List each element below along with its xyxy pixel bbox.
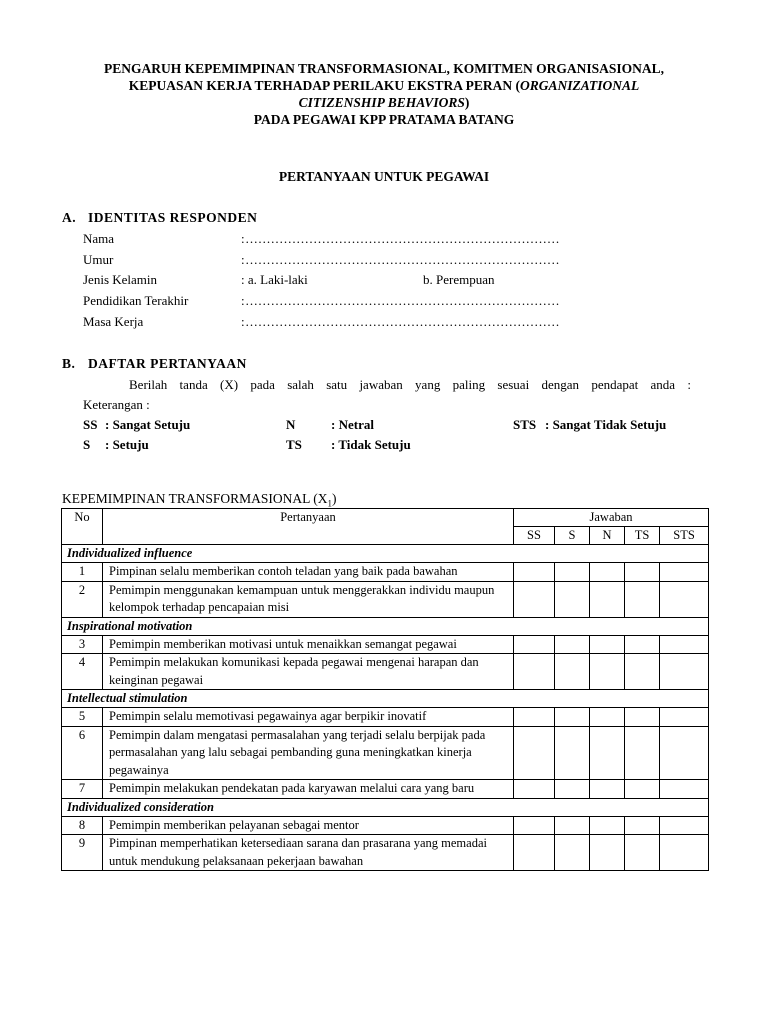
answer-cell-ss[interactable] [514, 780, 555, 799]
header-question: Pertanyaan [103, 509, 514, 545]
field-blank[interactable]: :.......................................................................... [241, 252, 561, 267]
field-blank[interactable]: :.......................................................................... [241, 293, 561, 308]
answer-cell-n[interactable] [590, 563, 625, 582]
section-b-title: DAFTAR PERTANYAAN [88, 356, 247, 371]
row-question: Pemimpin menggunakan kemampuan untuk menggerakkan individu maupun kelompok terhadap pencapaian misi [103, 581, 514, 617]
answer-cell-ts[interactable] [625, 563, 660, 582]
answer-cell-ss[interactable] [514, 726, 555, 780]
answer-cell-ts[interactable] [625, 635, 660, 654]
table-title [62, 491, 337, 509]
row-number: 9 [62, 835, 103, 871]
header-no: No [62, 509, 103, 545]
header-ts: TS [625, 527, 660, 545]
header-answer: Jawaban [514, 509, 709, 527]
group-row: Intellectual stimulation [62, 690, 709, 708]
field-label: Pendidikan Terakhir [83, 293, 189, 308]
answer-cell-s[interactable] [555, 835, 590, 871]
table-row [62, 708, 709, 727]
title-line-3 [40, 94, 728, 111]
row-number: 3 [62, 635, 103, 654]
row-question: Pemimpin selalu memotivasi pegawainya agar berpikir inovatif [103, 708, 514, 727]
row-number: 6 [62, 726, 103, 780]
answer-cell-n[interactable] [590, 726, 625, 780]
answer-cell-sts[interactable] [660, 835, 709, 871]
table-row [62, 780, 709, 799]
row-question: Pemimpin melakukan pendekatan pada karyawan melalui cara yang baru [103, 780, 514, 799]
gender-option-perempuan[interactable]: b. Perempuan [423, 272, 495, 287]
answer-cell-n[interactable] [590, 654, 625, 690]
answer-cell-ts[interactable] [625, 708, 660, 727]
answer-cell-ts[interactable] [625, 581, 660, 617]
section-a-number: A. [62, 210, 77, 225]
answer-cell-ss[interactable] [514, 816, 555, 835]
answer-cell-s[interactable] [555, 816, 590, 835]
row-number: 1 [62, 563, 103, 582]
group-row: Inspirational motivation [62, 617, 709, 635]
answer-cell-ss[interactable] [514, 835, 555, 871]
title-line-3-italic: CITIZENSHIP BEHAVIORS [298, 95, 465, 110]
answer-cell-sts[interactable] [660, 726, 709, 780]
row-number: 8 [62, 816, 103, 835]
field-label: Umur [83, 252, 114, 267]
answer-cell-ss[interactable] [514, 708, 555, 727]
section-b-number: B. [62, 356, 76, 371]
row-question: Pimpinan memperhatikan ketersediaan sarana dan prasarana yang memadai untuk mendukung pelaksanaan pekerjaan bawahan [103, 835, 514, 871]
field-label: Nama [83, 231, 115, 246]
answer-cell-s[interactable] [555, 726, 590, 780]
answer-cell-n[interactable] [590, 780, 625, 799]
table-row [62, 635, 709, 654]
title-line-4: PADA PEGAWAI KPP PRATAMA BATANG [253, 112, 515, 127]
answer-cell-ts[interactable] [625, 835, 660, 871]
row-number: 5 [62, 708, 103, 727]
answer-cell-n[interactable] [590, 581, 625, 617]
header-s: S [555, 527, 590, 545]
row-number: 2 [62, 581, 103, 617]
document-title [40, 60, 728, 128]
row-question: Pemimpin dalam mengatasi permasalahan yang terjadi selalu berpijak pada permasalahan yang lalu sebagai pembanding guna meningkatkan kinerja pegawainya [103, 726, 514, 780]
answer-cell-ss[interactable] [514, 581, 555, 617]
section-b-heading [62, 356, 247, 372]
row-number: 7 [62, 780, 103, 799]
answer-cell-sts[interactable] [660, 563, 709, 582]
row-question: Pimpinan selalu memberikan contoh teladan yang baik pada bawahan [103, 563, 514, 582]
keterangan-label: Keterangan : [83, 397, 150, 412]
title-line-3-close: ) [464, 95, 470, 110]
answer-cell-sts[interactable] [660, 635, 709, 654]
answer-cell-ts[interactable] [625, 780, 660, 799]
title-line-2-italic: ORGANIZATIONAL [520, 78, 640, 93]
table-row [62, 816, 709, 835]
answer-cell-n[interactable] [590, 708, 625, 727]
legend-code-ts: TS [286, 437, 302, 452]
answer-cell-s[interactable] [555, 654, 590, 690]
title-line-2-text: KEPUASAN KERJA TERHADAP PERILAKU EKSTRA PERAN ( [128, 78, 521, 93]
legend-desc-s: : Setuju [105, 437, 149, 452]
answer-cell-sts[interactable] [660, 780, 709, 799]
group-row: Individualized influence [62, 545, 709, 563]
header-n: N [590, 527, 625, 545]
answer-cell-s[interactable] [555, 563, 590, 582]
answer-cell-n[interactable] [590, 635, 625, 654]
table-row [62, 581, 709, 617]
table-row [62, 726, 709, 780]
answer-cell-s[interactable] [555, 581, 590, 617]
answer-cell-ts[interactable] [625, 726, 660, 780]
answer-cell-ss[interactable] [514, 563, 555, 582]
answer-cell-s[interactable] [555, 635, 590, 654]
header-ss: SS [514, 527, 555, 545]
field-blank[interactable]: :.......................................................................... [241, 231, 561, 246]
legend-code-s: S [83, 437, 91, 452]
legend-code-n: N [286, 417, 296, 432]
table-title-close: ) [332, 491, 337, 506]
answer-cell-ts[interactable] [625, 816, 660, 835]
legend-desc-sts: : Sangat Tidak Setuju [545, 417, 667, 432]
answer-cell-sts[interactable] [660, 581, 709, 617]
answer-cell-sts[interactable] [660, 654, 709, 690]
instruction-text: Berilah tanda (X) pada salah satu jawaban yang paling sesuai dengan pendapat anda : [129, 377, 691, 392]
table-row [62, 835, 709, 871]
title-line-2 [40, 77, 728, 94]
answer-cell-ss[interactable] [514, 654, 555, 690]
legend-desc-ts: : Tidak Setuju [331, 437, 411, 452]
row-number: 4 [62, 654, 103, 690]
questionnaire-table [61, 508, 709, 871]
field-label: Masa Kerja [83, 314, 144, 329]
legend-code-ss: SS [83, 417, 98, 432]
field-blank[interactable]: :.......................................................................... [241, 314, 561, 329]
answer-cell-sts[interactable] [660, 816, 709, 835]
table-row [62, 563, 709, 582]
answer-cell-s[interactable] [555, 708, 590, 727]
answer-cell-s[interactable] [555, 780, 590, 799]
answer-cell-ts[interactable] [625, 654, 660, 690]
header-sts: STS [660, 527, 709, 545]
answer-cell-n[interactable] [590, 816, 625, 835]
answer-cell-ss[interactable] [514, 635, 555, 654]
row-question: Pemimpin melakukan komunikasi kepada pegawai mengenai harapan dan keinginan pegawai [103, 654, 514, 690]
table-row [62, 654, 709, 690]
answer-cell-sts[interactable] [660, 708, 709, 727]
field-label: Jenis Kelamin [83, 272, 158, 287]
legend-code-sts: STS [513, 417, 537, 432]
gender-option-laki-laki[interactable]: : a. Laki-laki [241, 272, 308, 287]
row-question: Pemimpin memberikan pelayanan sebagai mentor [103, 816, 514, 835]
group-row: Individualized consideration [62, 798, 709, 816]
document-subtitle: PERTANYAAN UNTUK PEGAWAI [278, 169, 490, 184]
section-a-title: IDENTITAS RESPONDEN [88, 210, 258, 225]
title-line-1: PENGARUH KEPEMIMPINAN TRANSFORMASIONAL, KOMITMEN ORGANISASIONAL, [103, 61, 665, 76]
section-a-heading [62, 210, 257, 226]
answer-cell-n[interactable] [590, 835, 625, 871]
legend-desc-n: : Netral [331, 417, 374, 432]
table-title-subscript: 1 [327, 498, 333, 509]
legend-desc-ss: : Sangat Setuju [105, 417, 191, 432]
table-title-text: KEPEMIMPINAN TRANSFORMASIONAL (X [62, 491, 328, 506]
row-question: Pemimpin memberikan motivasi untuk menaikkan semangat pegawai [103, 635, 514, 654]
